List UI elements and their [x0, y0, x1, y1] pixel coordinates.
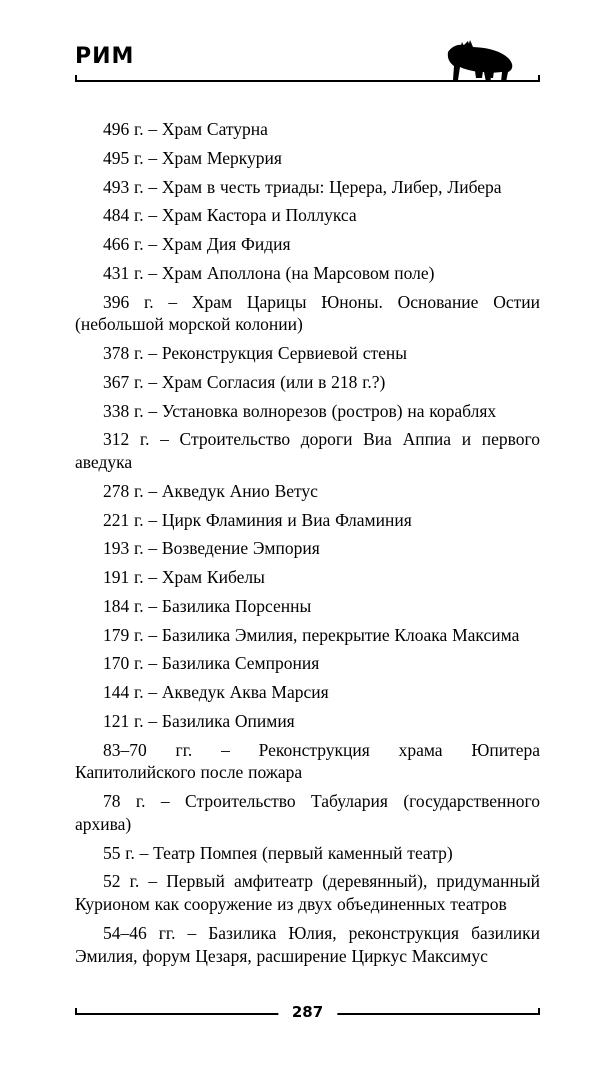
list-item: 466 г. – Храм Дия Фидия	[103, 234, 291, 254]
page-header	[75, 44, 540, 92]
list-item: 54–46 гг. – Базилика Юлия, реконструкция базилики Эмилия, форум Цезаря, расширение Циркус Максимус	[75, 922, 540, 966]
list-item: 170 г. – Базилика Семпрония	[103, 653, 320, 674]
list-item: 144 г. – Акведук Аква Марсия	[103, 682, 329, 702]
list-item: 367 г. – Храм Согласия (или в 218 г.?)	[103, 371, 386, 392]
list-item: 55 г. – Театр Помпея (первый каменный театр)	[103, 842, 453, 863]
list-item: 431 г. – Храм Аполлона (на Марсовом поле)	[103, 262, 435, 283]
list-item: 338 г. – Установка волнорезов (ростров) на кораблях	[103, 400, 497, 421]
page-number: 287	[278, 1001, 337, 1023]
list-item: 484 г. – Храм Кастора и Поллукса	[103, 205, 357, 226]
list-item: 121 г. – Базилика Опимия	[103, 710, 295, 731]
document-page	[0, 44, 600, 1069]
list-item: 78 г. – Строительство Табулария (государственного архива)	[75, 791, 540, 834]
list-item: 278 г. – Акведук Анио Ветус	[103, 480, 318, 501]
list-item: 493 г. – Храм в честь триады: Церера, Либер, Либера	[103, 176, 502, 197]
list-item: 191 г. – Храм Кибелы	[103, 567, 265, 587]
list-item: 83–70 гг. – Реконструкция храма Юпитера Капитолийского после пожара	[75, 739, 540, 783]
list-item: 496 г. – Храм Сатурна	[103, 119, 268, 139]
list-item: 193 г. – Возведение Эмпория	[103, 538, 320, 559]
list-item: 179 г. – Базилика Эмилия, перекрытие Клоака Максима	[103, 624, 520, 645]
list-item: 52 г. – Первый амфитеатр (деревянный), придуманный Курионом как сооружение из двух объединенных театров	[75, 871, 540, 914]
list-item: 221 г. – Цирк Фламиния и Виа Фламиния	[103, 509, 412, 530]
list-item: 495 г. – Храм Меркурия	[103, 147, 282, 168]
capitoline-wolf-icon	[434, 38, 520, 84]
page-footer	[75, 1003, 540, 1025]
list-item: 184 г. – Базилика Порсенны	[103, 595, 312, 616]
timeline-entry-list	[75, 118, 540, 967]
running-head-title: РИМ	[75, 44, 135, 69]
list-item: 312 г. – Строительство дороги Виа Аппиа и первого аведука	[75, 429, 540, 472]
list-item: 378 г. – Реконструкция Сервиевой стены	[103, 343, 407, 363]
list-item: 396 г. – Храм Царицы Юноны. Основание Остии (небольшой морской колонии)	[75, 291, 540, 335]
